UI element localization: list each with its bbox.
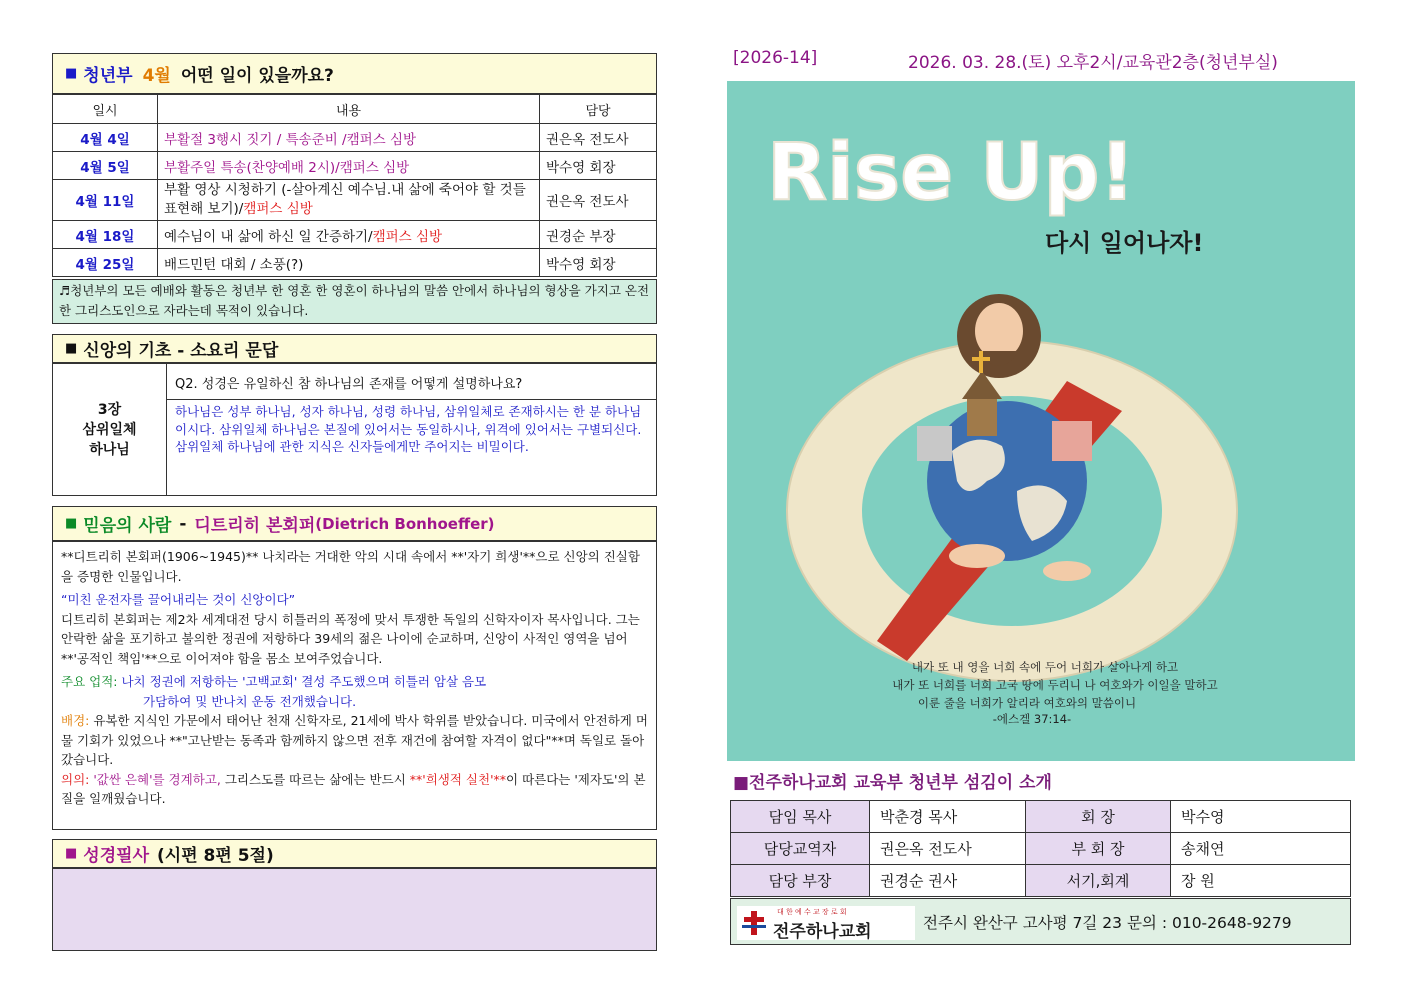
column-header: 담당 [540, 95, 657, 124]
logo-small-text: 대 한 예 수 교 장 로 회 [777, 908, 847, 916]
poster-verse-ref: -에스겔 37:14- [992, 712, 1072, 726]
person-header-dash: - [179, 513, 187, 534]
church-address: 전주시 완산구 고사평 7길 23 문의 : 010-2648-9279 [923, 914, 1292, 932]
square-bullet-icon: ■ [65, 341, 78, 356]
chapter-number: 3장 [97, 401, 122, 418]
schedule-header-month: 4월 [142, 66, 171, 86]
bulletin-info [733, 48, 1353, 73]
table-row [53, 152, 657, 180]
table-row [53, 221, 657, 249]
bible-header [52, 839, 657, 868]
staff-value: 송채연 [1171, 833, 1351, 865]
poster-illustration [727, 81, 1355, 761]
logo-name: 전주하나교회 [773, 922, 872, 942]
square-bullet-icon: ■ [65, 846, 78, 861]
schedule-content [158, 124, 540, 152]
table-row [731, 865, 1351, 897]
schedule-person: 권경순 부장 [540, 221, 657, 249]
schedule-date: 4월 25일 [53, 249, 158, 277]
schedule-content-red: 캠퍼스 심방 [346, 131, 417, 148]
poster-verse: 이룬 줄을 너희가 알리라 여호와의 말씀이니 [917, 696, 1137, 710]
person-achievement [61, 672, 648, 692]
achievement-text: 나치 정권에 저항하는 '고백교회' 결성 주도했으며 히틀러 암살 음모 [121, 674, 487, 689]
table-row [53, 249, 657, 277]
poster [727, 81, 1355, 761]
staff-value: 권경순 권사 [870, 865, 1026, 897]
poster-verse: 내가 또 내 영을 너희 속에 두어 너희가 살아나게 하고 [911, 660, 1179, 674]
schedule-header [52, 53, 657, 94]
person-bio: 디트리히 본회퍼는 제2차 세계대전 당시 히틀러의 폭정에 맞서 투쟁한 독일의 신학자이자 목사입니다. 그는 안락한 삶을 포기하고 불의한 정권에 저항하다 39세의 젊은 나이에 순교하며, 신앙이 사적인 영역을 넘어 **'공적인 책임'**으로 이어져야 함을 몸소 보여주었습니다. [61, 611, 640, 666]
schedule-content-main: 부활 영상 시청하기 (-살아계신 예수님.내 삶에 죽어야 할 것들 표현해 보기)/ [164, 182, 526, 217]
bible-header-prefix: 성경필사 [83, 846, 149, 866]
schedule-header-suffix: 어떤 일이 있을까요? [180, 66, 334, 86]
staff-label: 담당교역자 [731, 833, 870, 865]
square-bullet-icon: ■ [65, 516, 78, 531]
schedule-date: 4월 5일 [53, 152, 158, 180]
church-logo [737, 906, 915, 940]
meaning-label: 의의: [61, 771, 90, 787]
person-meaning [61, 770, 648, 809]
schedule-table [52, 94, 657, 277]
schedule-person: 권은옥 전도사 [540, 180, 657, 221]
staff-label: 담당 부장 [731, 865, 870, 897]
catechism-box [52, 363, 657, 496]
schedule-content-red: 캠퍼스 심방 [372, 228, 443, 245]
poster-verse: 내가 또 너희를 너희 고국 땅에 두리니 나 여호와가 이일을 말하고 [892, 678, 1218, 692]
meaning-end: 이 따른다는 '제자도'의 본질을 일깨웠습니다. [61, 771, 646, 806]
schedule-content [158, 249, 540, 277]
schedule-person: 박수영 회장 [540, 152, 657, 180]
schedule-header-prefix: 청년부 [83, 66, 133, 86]
catechism-question: Q2. 성경은 유일하신 참 하나님의 존재를 어떻게 설명하나요? [167, 364, 656, 400]
person-header-latin: (Dietrich Bonhoeffer) [315, 514, 495, 533]
staff-value: 박수영 [1171, 801, 1351, 833]
schedule-content-main: 부활주일 특송(찬양예배 2시)/ [164, 159, 340, 176]
poster-subtitle: 다시 일어나자! [1045, 229, 1204, 257]
staff-label: 부 회 장 [1026, 833, 1171, 865]
achievement-label: 주요 업적: [61, 674, 118, 689]
schedule-person: 권은옥 전도사 [540, 124, 657, 152]
schedule-note: ♬청년부의 모든 예배와 활동은 청년부 한 영혼 한 영혼이 하나님의 말씀 안에서 하나님의 형상을 가지고 온전한 그리스도인으로 자라는데 목적이 있습니다. [52, 279, 657, 324]
meaning-red: **'희생적 실천'** [409, 771, 507, 787]
achievement-text-cont: 가담하여 및 반나치 운동 전개했습니다. [143, 693, 357, 709]
schedule-content-main: 배드민턴 대회 / 소풍(?) [164, 256, 304, 273]
person-header-name: 디트리히 본회퍼 [194, 516, 316, 536]
schedule-content-main: 부활절 3행시 짓기 / 특송준비 / [164, 131, 347, 148]
staff-table [730, 800, 1351, 897]
person-header-prefix: 믿음의 사람 [83, 516, 172, 536]
staff-label: 담임 목사 [731, 801, 870, 833]
person-header [52, 506, 657, 541]
schedule-date: 4월 18일 [53, 221, 158, 249]
schedule-header-row [53, 95, 657, 124]
person-background [61, 711, 648, 770]
staff-label: 서기,회계 [1026, 865, 1171, 897]
poster-title: Rise Up! [767, 128, 1136, 218]
table-row [731, 801, 1351, 833]
catechism-answer: 하나님은 성부 하나님, 성자 하나님, 성령 하나님, 삼위일체로 존재하시는 한 분 하나님이시다. 삼위일체 하나님은 본질에 있어서는 동일하시나, 위격에 있어서는 구별되신다. 삼위일체 하나님에 관한 지식은 신자들에게만 주어지는 비밀이다. [175, 404, 642, 454]
catechism-header [52, 334, 657, 363]
chapter-title-line: 삼위일체 [82, 421, 137, 438]
column-header: 내용 [158, 95, 540, 124]
cross-icon [741, 910, 767, 936]
background-text: 유복한 지식인 가문에서 태어난 천재 신학자로, 21세에 박사 학위를 받았습니다. 미국에서 안전하게 머물 기회가 있었으나 **"고난받는 동족과 함께하지 않으면 전후 재건에 참여할 자격이 없다"**며 독일로 돌아갔습니다. [61, 713, 648, 767]
meaning-mid: 그리스도를 따르는 삶에는 반드시 [224, 771, 406, 787]
bible-header-ref: (시편 8편 5절) [157, 846, 274, 866]
table-row [53, 124, 657, 152]
schedule-date: 4월 4일 [53, 124, 158, 152]
schedule-date: 4월 11일 [53, 180, 158, 221]
table-row [731, 833, 1351, 865]
bible-writing-area[interactable] [52, 868, 657, 951]
staff-label: 회 장 [1026, 801, 1171, 833]
schedule-content-main: 예수님이 내 삶에 하신 일 간증하기/ [164, 228, 373, 245]
meaning-purple: '값싼 은혜'를 경계하고, [93, 771, 221, 787]
church-footer [730, 898, 1351, 945]
chapter-title-line: 하나님 [89, 441, 130, 458]
person-intro: **디트리히 본회퍼(1906~1945)** 나치라는 거대한 악의 시대 속에서 **'자기 희생'**으로 신앙의 진실함을 증명한 인물입니다. [61, 549, 640, 584]
catechism-header-text: 신앙의 기초 - 소요리 문답 [83, 341, 279, 361]
staff-value: 장 원 [1171, 865, 1351, 897]
schedule-content-red: 캠퍼스 심방 [243, 201, 313, 217]
staff-header: ■전주하나교회 교육부 청년부 섬김이 소개 [733, 773, 1052, 793]
person-body [52, 541, 657, 830]
schedule-content-red: 캠퍼스 심방 [339, 159, 410, 176]
staff-value: 박춘경 목사 [870, 801, 1026, 833]
background-label: 배경: [61, 713, 90, 728]
schedule-content [158, 180, 540, 221]
bulletin-meeting: 2026. 03. 28.(토) 오후2시/교육관2층(청년부실) [908, 53, 1278, 73]
schedule-content [158, 152, 540, 180]
column-header: 일시 [53, 95, 158, 124]
table-row [53, 180, 657, 221]
staff-value: 권은옥 전도사 [870, 833, 1026, 865]
schedule-person: 박수영 회장 [540, 249, 657, 277]
bulletin-issue: [2026-14] [733, 48, 818, 68]
person-quote: “미친 운전자를 끌어내리는 것이 신앙이다” [61, 592, 296, 607]
square-bullet-icon: ■ [65, 66, 78, 81]
schedule-content [158, 221, 540, 249]
catechism-chapter [53, 364, 167, 495]
face [975, 303, 1023, 359]
